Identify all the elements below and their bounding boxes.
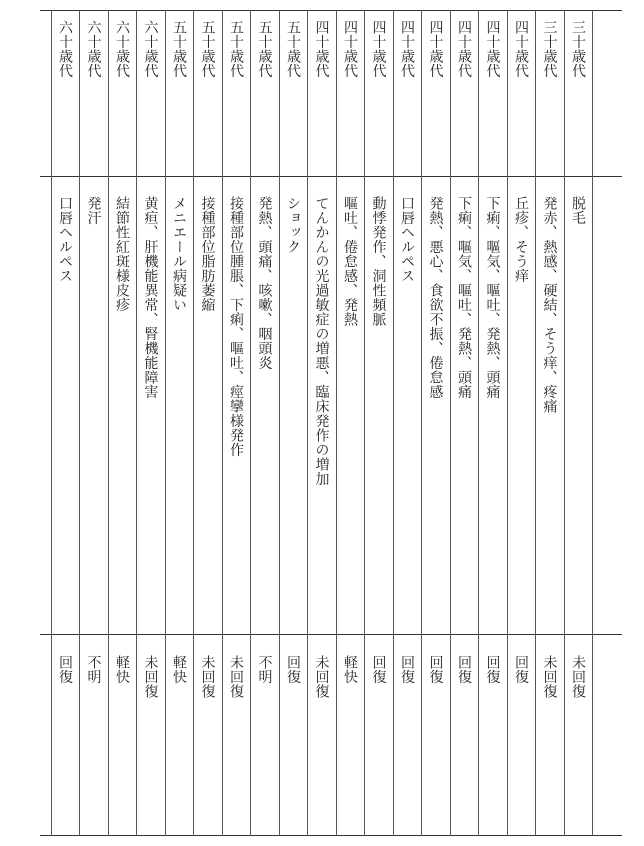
table-row: [136, 10, 165, 836]
symptoms-cell: 下痢、嘔気、嘔吐、発熱、頭痛: [456, 196, 472, 399]
outcome-cell: 未回復: [570, 655, 586, 699]
table-row: [279, 10, 308, 836]
column-divider: [336, 10, 337, 836]
outcome-cell: 回復: [370, 655, 387, 684]
table-row: [535, 10, 564, 836]
table-row: [364, 10, 393, 836]
age-cell: 六十歳代: [57, 20, 73, 78]
column-divider: [222, 10, 223, 836]
table-row: [307, 10, 336, 836]
outcome-cell: 回復: [456, 655, 472, 684]
age-cell: 四十歳代: [370, 20, 387, 78]
table-row: [193, 10, 222, 836]
table-row: [222, 10, 251, 836]
outcome-cell: 回復: [513, 655, 529, 684]
age-cell: 四十歳代: [313, 20, 330, 78]
age-cell: 五十歳代: [285, 20, 301, 78]
symptoms-cell: 発熱、悪心、食欲不振、倦怠感: [427, 196, 444, 399]
column-divider: [307, 10, 308, 836]
column-divider: [421, 10, 422, 836]
outcome-cell: 未回復: [199, 655, 216, 699]
column-divider: [250, 10, 251, 836]
age-cell: 五十歳代: [228, 20, 244, 78]
age-cell: 三十歳代: [541, 20, 558, 78]
age-cell: 四十歳代: [427, 20, 444, 78]
column-divider: [165, 10, 166, 836]
table-row: [165, 10, 194, 836]
outcome-cell: 未回復: [228, 655, 244, 699]
table-row: [79, 10, 108, 836]
symptoms-cell: ショック: [285, 196, 301, 254]
outcome-cell: 未回復: [142, 655, 159, 699]
age-cell: 六十歳代: [114, 20, 130, 78]
outcome-cell: 回復: [484, 655, 501, 684]
symptoms-cell: てんかんの光過敏症の増悪、臨床発作の増加: [313, 196, 330, 486]
table-row: [51, 10, 80, 836]
symptoms-cell: 動悸発作、洞性頻脈: [370, 196, 387, 327]
age-cell: 六十歳代: [142, 20, 159, 78]
column-divider: [393, 10, 394, 836]
table-row: [336, 10, 365, 836]
symptoms-cell: メニエール病疑い: [171, 196, 187, 312]
table-row: [108, 10, 137, 836]
column-divider: [364, 10, 365, 836]
outcome-cell: 回復: [427, 655, 444, 684]
column-divider: [108, 10, 109, 836]
age-cell: 五十歳代: [256, 20, 273, 78]
symptoms-cell: 黄疸、肝機能異常、腎機能障害: [142, 196, 159, 399]
table-row: [393, 10, 422, 836]
column-divider: [478, 10, 479, 836]
outcome-cell: 回復: [399, 655, 415, 684]
table-row: [250, 10, 279, 836]
age-cell: 五十歳代: [199, 20, 216, 78]
outcome-cell: 回復: [285, 655, 301, 684]
table-row: [507, 10, 536, 836]
column-divider: [136, 10, 137, 836]
age-cell: 三十歳代: [570, 20, 586, 78]
column-divider: [450, 10, 451, 836]
outcome-cell: 軽快: [114, 655, 130, 684]
symptoms-cell: 口唇ヘルペス: [399, 196, 415, 283]
symptoms-cell: 発赤、熱感、硬結、そう痒、疼痛: [541, 196, 558, 414]
outcome-cell: 軽快: [342, 655, 358, 684]
symptoms-cell: 丘疹、そう痒: [513, 196, 529, 283]
outcome-cell: 軽快: [171, 655, 187, 684]
outcome-cell: 未回復: [313, 655, 330, 699]
symptoms-cell: 結節性紅斑様皮疹: [114, 196, 130, 312]
symptoms-cell: 発汗: [85, 196, 102, 225]
column-divider: [507, 10, 508, 836]
column-divider: [535, 10, 536, 836]
table-row: [421, 10, 450, 836]
symptoms-cell: 接種部位腫脹、下痢、嘔吐、痙攣様発作: [228, 196, 244, 457]
column-divider: [193, 10, 194, 836]
age-cell: 四十歳代: [342, 20, 358, 78]
column-divider: [564, 10, 565, 836]
column-divider: [592, 10, 593, 836]
outcome-cell: 未回復: [541, 655, 558, 699]
column-divider: [279, 10, 280, 836]
symptoms-cell: 下痢、嘔気、嘔吐、発熱、頭痛: [484, 196, 501, 399]
age-cell: 六十歳代: [85, 20, 102, 78]
age-cell: 四十歳代: [456, 20, 472, 78]
age-cell: 四十歳代: [513, 20, 529, 78]
age-cell: 五十歳代: [171, 20, 187, 78]
table-row: [564, 10, 593, 836]
symptoms-cell: 嘔吐、倦怠感、発熱: [342, 196, 358, 327]
symptoms-cell: 口唇ヘルペス: [57, 196, 73, 283]
symptoms-cell: 発熱、頭痛、咳嗽、咽頭炎: [256, 196, 273, 370]
age-cell: 四十歳代: [484, 20, 501, 78]
symptoms-cell: 脱毛: [570, 196, 586, 225]
table-row: [478, 10, 507, 836]
outcome-cell: 回復: [57, 655, 73, 684]
outcome-cell: 不明: [85, 655, 102, 684]
table-row: [450, 10, 479, 836]
symptoms-cell: 接種部位脂肪萎縮: [199, 196, 216, 312]
column-divider: [79, 10, 80, 836]
column-divider: [51, 10, 52, 836]
outcome-cell: 不明: [256, 655, 273, 684]
age-cell: 四十歳代: [399, 20, 415, 78]
